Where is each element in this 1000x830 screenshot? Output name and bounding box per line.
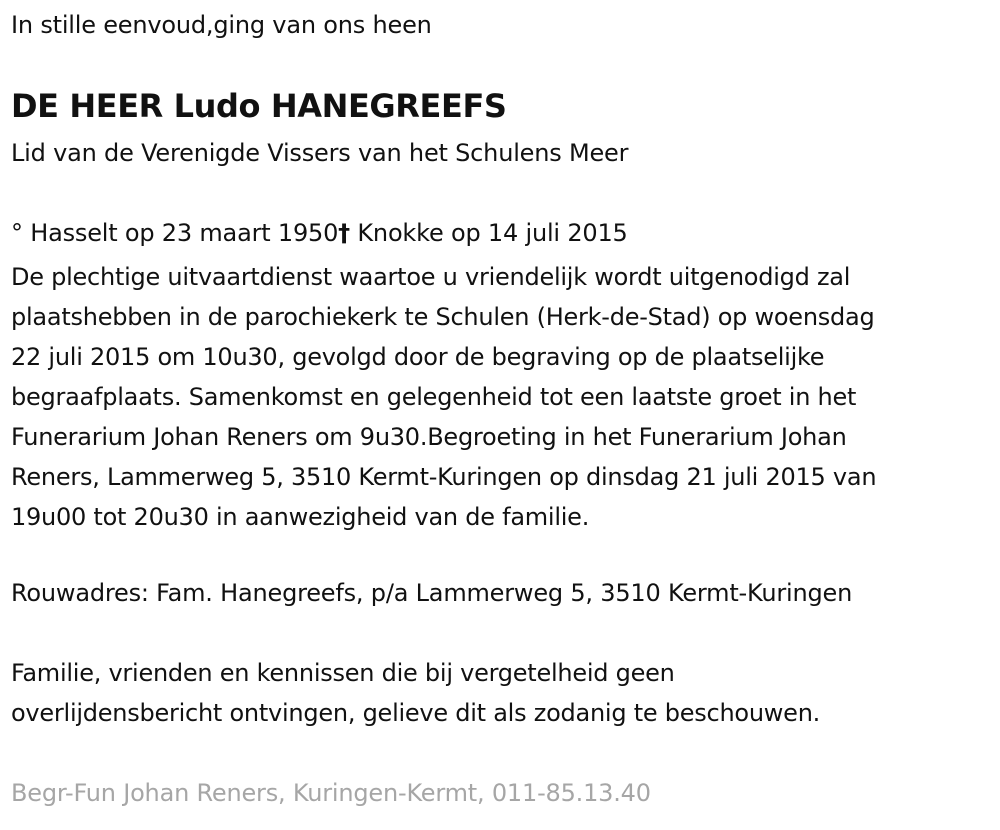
body-line: Funerarium Johan Reners om 9u30.Begroeting in het Funerarium Johan xyxy=(11,423,847,451)
death-text: Knokke op 14 juli 2015 xyxy=(349,219,628,247)
mourning-address: Rouwadres: Fam. Hanegreefs, p/a Lammerweg 5, 3510 Kermt-Kuringen xyxy=(11,579,853,607)
cross-icon: † xyxy=(338,219,350,247)
intro-line: In stille eenvoud,ging van ons heen xyxy=(11,11,432,39)
deceased-name: DE HEER Ludo HANEGREEFS xyxy=(11,87,507,125)
body-line: begraafplaats. Samenkomst en gelegenheid tot een laatste groet in het xyxy=(11,383,857,411)
body-line: plaatshebben in de parochiekerk te Schulen (Herk-de-Stad) op woensdag xyxy=(11,303,875,331)
body-line: De plechtige uitvaartdienst waartoe u vriendelijk wordt uitgenodigd zal xyxy=(11,263,851,291)
body-line: 22 juli 2015 om 10u30, gevolgd door de begraving op de plaatselijke xyxy=(11,343,825,371)
birth-death-line xyxy=(11,218,628,248)
funeral-home-footer: Begr-Fun Johan Reners, Kuringen-Kermt, 011-85.13.40 xyxy=(11,779,651,807)
notice-line: overlijdensbericht ontvingen, gelieve dit als zodanig te beschouwen. xyxy=(11,699,821,727)
funeral-details xyxy=(11,257,996,537)
body-line: 19u00 tot 20u30 in aanwezigheid van de familie. xyxy=(11,503,590,531)
notice-line: Familie, vrienden en kennissen die bij vergetelheid geen xyxy=(11,659,675,687)
birth-text: ° Hasselt op 23 maart 1950 xyxy=(11,219,339,247)
notice-paragraph xyxy=(11,653,820,733)
membership-line: Lid van de Verenigde Vissers van het Schulens Meer xyxy=(11,139,629,167)
body-line: Reners, Lammerweg 5, 3510 Kermt-Kuringen op dinsdag 21 juli 2015 van xyxy=(11,463,877,491)
